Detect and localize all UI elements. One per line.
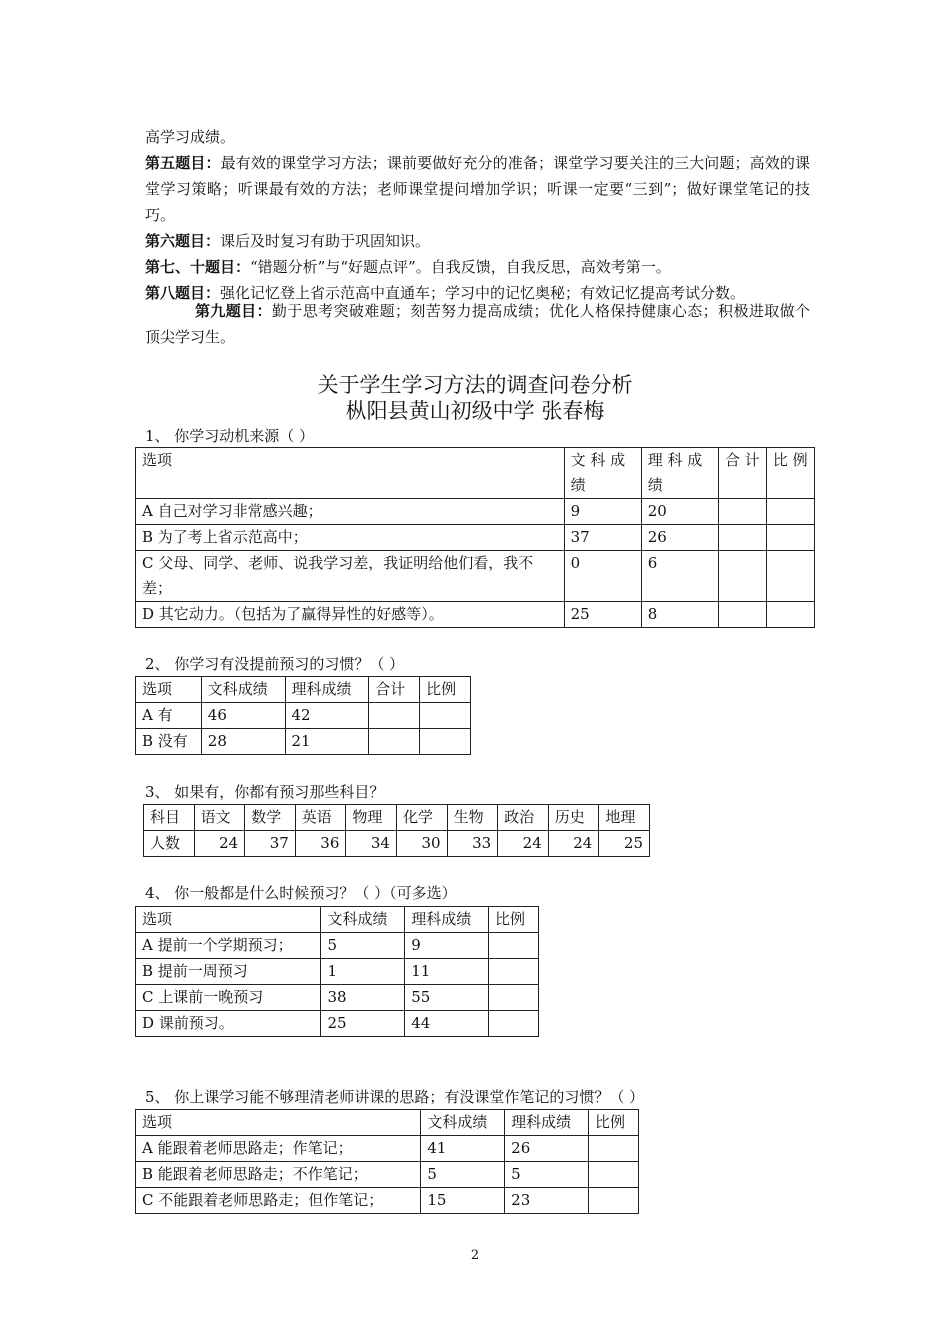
table-header-row	[144, 805, 650, 831]
subject-cell: 政治	[498, 805, 549, 831]
value-cell: 41	[421, 1136, 505, 1162]
value-cell: 42	[285, 703, 369, 729]
value-cell	[369, 703, 420, 729]
option-cell: B 没有	[136, 729, 202, 755]
table-row	[136, 985, 539, 1011]
value-cell: 6	[641, 551, 718, 602]
topic-6-text: 课后及时复习有助于巩固知识。	[220, 232, 431, 250]
question-2: 2、 你学习有没提前预习的习惯？（ ）	[145, 655, 405, 673]
subject-cell: 语文	[194, 805, 245, 831]
topic-8-text: 强化记忆登上省示范高中直通车；学习中的记忆奥秘；有效记忆提高考试分数。	[220, 284, 746, 302]
value-cell: 11	[405, 959, 489, 985]
table-row	[136, 959, 539, 985]
value-cell: 25	[321, 1011, 405, 1037]
subject-cell: 生物	[447, 805, 498, 831]
value-cell: 20	[641, 499, 718, 525]
q1-table	[135, 447, 815, 628]
header-cell: 文科成绩	[201, 677, 285, 703]
value-cell: 26	[641, 525, 718, 551]
value-cell	[489, 985, 539, 1011]
document-subtitle: 枞阳县黄山初级中学 张春梅	[345, 399, 605, 423]
subject-cell: 地理	[599, 805, 650, 831]
page-number: 2	[470, 1248, 480, 1263]
value-cell	[766, 525, 814, 551]
value-cell: 44	[405, 1011, 489, 1037]
row-label-cell: 人数	[144, 831, 195, 857]
header-cell: 理科成绩	[285, 677, 369, 703]
header-cell: 文 科 成 绩	[564, 448, 641, 499]
count-cell: 25	[599, 831, 650, 857]
count-cell: 33	[447, 831, 498, 857]
count-cell: 34	[346, 831, 397, 857]
value-cell	[589, 1188, 639, 1214]
table-row	[144, 831, 650, 857]
option-cell: A 有	[136, 703, 202, 729]
option-cell: B 能跟着老师思路走；不作笔记；	[136, 1162, 421, 1188]
option-cell: C 父母、同学、老师、说我学习差，我证明给他们看，我不差；	[136, 551, 565, 602]
value-cell: 25	[564, 602, 641, 628]
value-cell: 0	[564, 551, 641, 602]
count-cell: 24	[548, 831, 599, 857]
header-cell: 选项	[136, 907, 321, 933]
value-cell: 1	[321, 959, 405, 985]
topic-6-paragraph	[145, 228, 810, 254]
subject-cell: 数学	[245, 805, 296, 831]
topic-8-label: 第八题目：	[145, 284, 221, 302]
header-cell: 理 科 成 绩	[641, 448, 718, 499]
q5-table	[135, 1109, 639, 1214]
option-cell: C 不能跟着老师思路走；但作笔记；	[136, 1188, 421, 1214]
table-row	[136, 933, 539, 959]
value-cell	[489, 933, 539, 959]
header-cell: 理科成绩	[505, 1110, 589, 1136]
q3-table	[143, 804, 650, 857]
value-cell: 21	[285, 729, 369, 755]
value-cell	[718, 602, 766, 628]
intro-line: 高学习成绩。	[145, 128, 236, 146]
value-cell: 23	[505, 1188, 589, 1214]
question-5: 5、 你上课学习能不够理清老师讲课的思路；有没课堂作笔记的习惯？（ ）	[145, 1088, 645, 1106]
value-cell	[369, 729, 420, 755]
header-cell: 理科成绩	[405, 907, 489, 933]
header-cell: 比例	[420, 677, 471, 703]
value-cell: 9	[564, 499, 641, 525]
table-row	[136, 602, 815, 628]
table-row	[136, 499, 815, 525]
document-title: 关于学生学习方法的调查问卷分析	[317, 373, 633, 397]
option-cell: D 课前预习。	[136, 1011, 321, 1037]
value-cell	[718, 525, 766, 551]
value-cell	[718, 551, 766, 602]
value-cell	[489, 1011, 539, 1037]
value-cell	[589, 1136, 639, 1162]
header-cell: 选项	[136, 1110, 421, 1136]
value-cell	[420, 729, 471, 755]
value-cell	[766, 602, 814, 628]
topic-6-label: 第六题目：	[145, 232, 221, 250]
value-cell: 46	[201, 703, 285, 729]
option-cell: B 为了考上省示范高中；	[136, 525, 565, 551]
value-cell: 38	[321, 985, 405, 1011]
value-cell	[766, 551, 814, 602]
value-cell	[766, 499, 814, 525]
count-cell: 24	[498, 831, 549, 857]
option-cell: B 提前一周预习	[136, 959, 321, 985]
count-cell: 30	[396, 831, 447, 857]
value-cell: 15	[421, 1188, 505, 1214]
header-cell: 选项	[136, 448, 565, 499]
question-4: 4、 你一般都是什么时候预习？（ ）（可多选）	[145, 884, 457, 902]
table-header-row	[136, 448, 815, 499]
question-3: 3、 如果有，你都有预习那些科目？	[145, 783, 385, 801]
topic-9-text: 勤于思考突破难题；刻苦努力提高成绩；优化人格保持健康心态；积极进取做个顶尖学习生。	[145, 302, 810, 346]
topic-5-paragraph	[145, 150, 810, 228]
table-row	[136, 1011, 539, 1037]
header-cell: 文科成绩	[321, 907, 405, 933]
value-cell: 5	[421, 1162, 505, 1188]
option-cell: A 自己对学习非常感兴趣；	[136, 499, 565, 525]
option-cell: C 上课前一晚预习	[136, 985, 321, 1011]
header-cell: 选项	[136, 677, 202, 703]
subject-cell: 历史	[548, 805, 599, 831]
header-cell: 科目	[144, 805, 195, 831]
count-cell: 36	[295, 831, 346, 857]
topic-7-paragraph	[145, 254, 810, 280]
q2-table	[135, 676, 471, 755]
header-cell: 比 例	[766, 448, 814, 499]
value-cell	[420, 703, 471, 729]
header-cell: 比例	[489, 907, 539, 933]
value-cell	[718, 499, 766, 525]
value-cell: 37	[564, 525, 641, 551]
value-cell: 5	[505, 1162, 589, 1188]
table-row	[136, 525, 815, 551]
value-cell: 26	[505, 1136, 589, 1162]
topic-9-label: 第九题目：	[195, 302, 272, 320]
value-cell: 9	[405, 933, 489, 959]
value-cell: 5	[321, 933, 405, 959]
topic-5-text: 最有效的课堂学习方法；课前要做好充分的准备；课堂学习要关注的三大问题；高效的课堂学习策略；听课最有效的方法；老师课堂提问增加学识；听课一定要“三到”；做好课堂笔记的技巧。	[145, 154, 810, 224]
table-header-row	[136, 1110, 639, 1136]
header-cell: 合 计	[718, 448, 766, 499]
header-cell: 合计	[369, 677, 420, 703]
topic-7-text: “错题分析”与“好题点评”。自我反馈，自我反思，高效考第一。	[250, 258, 671, 276]
table-header-row	[136, 907, 539, 933]
subject-cell: 物理	[346, 805, 397, 831]
header-cell: 比例	[589, 1110, 639, 1136]
topic-7-label: 第七、十题目：	[145, 258, 251, 276]
table-row	[136, 1136, 639, 1162]
q4-table	[135, 906, 539, 1037]
count-cell: 24	[194, 831, 245, 857]
subject-cell: 英语	[295, 805, 346, 831]
value-cell: 55	[405, 985, 489, 1011]
table-row	[136, 1188, 639, 1214]
option-cell: D 其它动力。（包括为了赢得异性的好感等）。	[136, 602, 565, 628]
subject-cell: 化学	[396, 805, 447, 831]
value-cell: 28	[201, 729, 285, 755]
topic-5-label: 第五题目：	[145, 154, 221, 172]
topic-9-paragraph	[145, 298, 810, 350]
option-cell: A 能跟着老师思路走；作笔记；	[136, 1136, 421, 1162]
value-cell	[589, 1162, 639, 1188]
value-cell: 8	[641, 602, 718, 628]
table-header-row	[136, 677, 471, 703]
table-row	[136, 729, 471, 755]
table-row	[136, 551, 815, 602]
table-row	[136, 1162, 639, 1188]
question-1: 1、 你学习动机来源（ ）	[145, 427, 315, 445]
table-row	[136, 703, 471, 729]
count-cell: 37	[245, 831, 296, 857]
header-cell: 文科成绩	[421, 1110, 505, 1136]
value-cell	[489, 959, 539, 985]
option-cell: A 提前一个学期预习；	[136, 933, 321, 959]
